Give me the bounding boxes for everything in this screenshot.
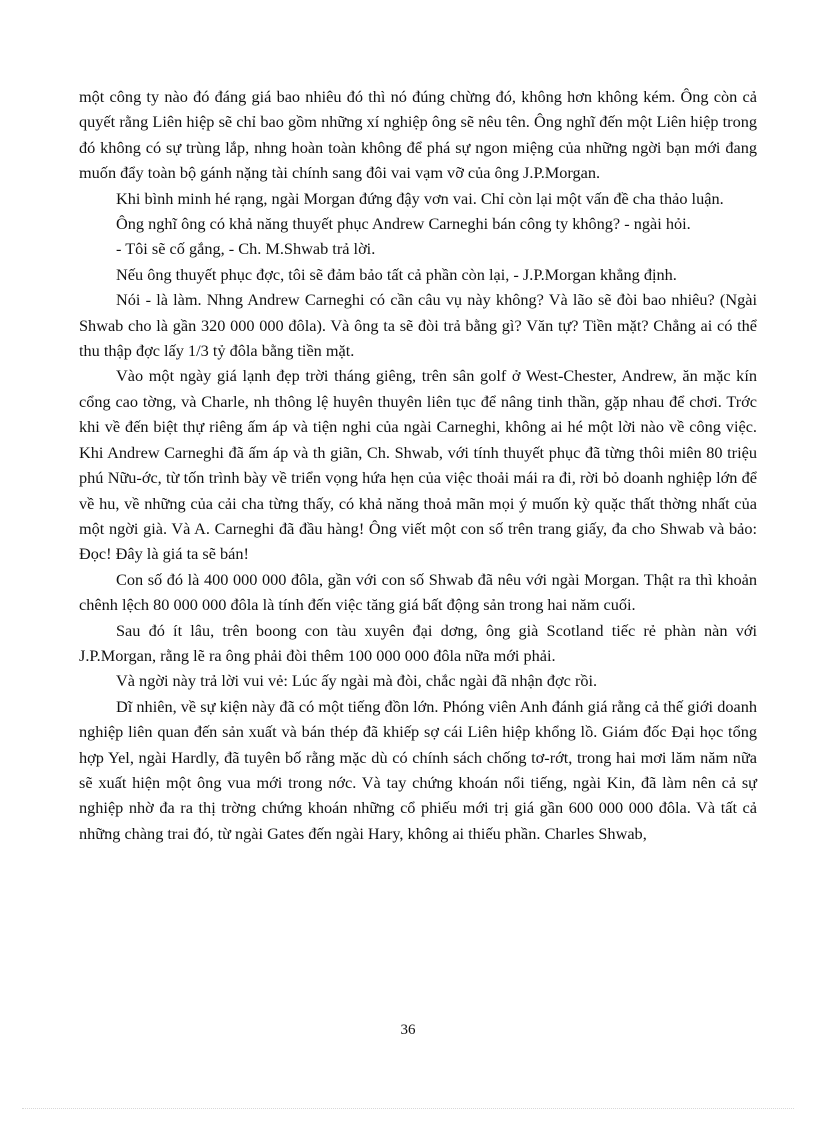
page-bottom-divider [22,1108,794,1109]
paragraph-1: một công ty nào đó đáng giá bao nhiêu đó thì nó đúng chừng đó, không hơn không kém. Ông còn cả quyết rằng Liên hiệp sẽ chỉ bao gồm những xí nghiệp ông sẽ nêu tên. Ông nghĩ đến một Liên hiệp trong đó không có sự trùng lắp, nhng hoàn toàn không để phá sự ngon miệng của những ngời bạn mới đang muốn đẩy toàn bộ gánh nặng tài chính sang đôi vai vạm vỡ của ông J.P.Morgan. [79,87,757,183]
document-page [79,84,757,846]
paragraph-5: Nếu ông thuyết phục đợc, tôi sẽ đảm bảo tất cả phần còn lại, - J.P.Morgan khẳng định. [116,264,677,284]
paragraph-11: Dĩ nhiên, về sự kiện này đã có một tiếng đồn lớn. Phóng viên Anh đánh giá rằng cả thế giới doanh nghiệp liên quan đến sản xuất và bán thép đã khiếp sợ cái Liên hiệp khổng lồ. Giám đốc Đại học tổng hợp Yel, ngài Hardly, đã tuyên bố rằng mặc dù có chính sách chống tơ-rớt, trong hai mơi lăm năm nữa sẽ xuất hiện một ông vua mới trong nớc. Và tay chứng khoán nổi tiếng, ngài Kin, đã làm nên cả sự nghiệp nhờ đa ra thị trờng chứng khoán những cổ phiếu mới trị giá gần 600 000 000 đôla. Và tất cả những chàng trai đó, từ ngài Gates đến ngài Hary, không ai thiếu phần. Charles Shwab, [79,696,757,843]
paragraph-6: Nói - là làm. Nhng Andrew Carneghi có cần câu vụ này không? Và lão sẽ đòi bao nhiêu? (Ngài Shwab cho là gần 320 000 000 đôla). Và ông ta sẽ đòi trả bằng gì? Văn tự? Tiền mặt? Chẳng ai có thể thu thập đợc lấy 1/3 tỷ đôla bằng tiền mặt. [79,290,757,361]
paragraph-4: - Tôi sẽ cố gắng, - Ch. M.Shwab trả lời. [116,239,376,259]
paragraph-10: Và ngời này trả lời vui vẻ: Lúc ấy ngài mà đòi, chắc ngài đã nhận đợc rồi. [116,671,598,691]
paragraph-3: Ông nghĩ ông có khả năng thuyết phục Andrew Carneghi bán công ty không? - ngài hỏi. [116,214,691,234]
paragraph-8: Con số đó là 400 000 000 đôla, gần với con số Shwab đã nêu với ngài Morgan. Thật ra thì khoản chênh lệch 80 000 000 đôla là tính đến việc tăng giá bất động sản trong hai năm cuối. [79,569,757,615]
page-number: 36 [400,1022,416,1038]
paragraph-9: Sau đó ít lâu, trên boong con tàu xuyên đại dơng, ông già Scotland tiếc rẻ phàn nàn với J.P.Morgan, rằng lẽ ra ông phải đòi thêm 100 000 000 đôla nữa mới phải. [79,620,757,665]
paragraph-7: Vào một ngày giá lạnh đẹp trời tháng giêng, trên sân golf ở West-Chester, Andrew, ăn mặc kín cổng cao tờng, và Charle, nh thông lệ huyên thuyên liên tục để nâng tinh thần, gặp nhau để chơi. Trớc khi về đến biệt thự riêng ấm áp và tiện nghi của ngài Carneghi, không ai hé một lời nào về công việc. Khi Andrew Carneghi đã ấm áp và th giãn, Ch. Shwab, với tính thuyết phục đã từng thôi miên 80 triệu phú Nữu-ớc, từ tốn trình bày về triển vọng hứa hẹn của việc thoải mái ra đi, rời bỏ doanh nghiệp lớn để về hu, về những của cải cha từng thấy, có khả năng thoả mãn mọi ý muốn kỳ quặc thất thờng nhất của một ngời già. Và A. Carneghi đã đầu hàng! Ông viết một con số trên trang giấy, đa cho Shwab và bảo: Đọc! Đây là giá ta sẽ bán! [79,366,757,564]
paragraph-2: Khi bình minh hé rạng, ngài Morgan đứng đậy vơn vai. Chỉ còn lại một vấn đề cha thảo luận. [116,188,724,208]
